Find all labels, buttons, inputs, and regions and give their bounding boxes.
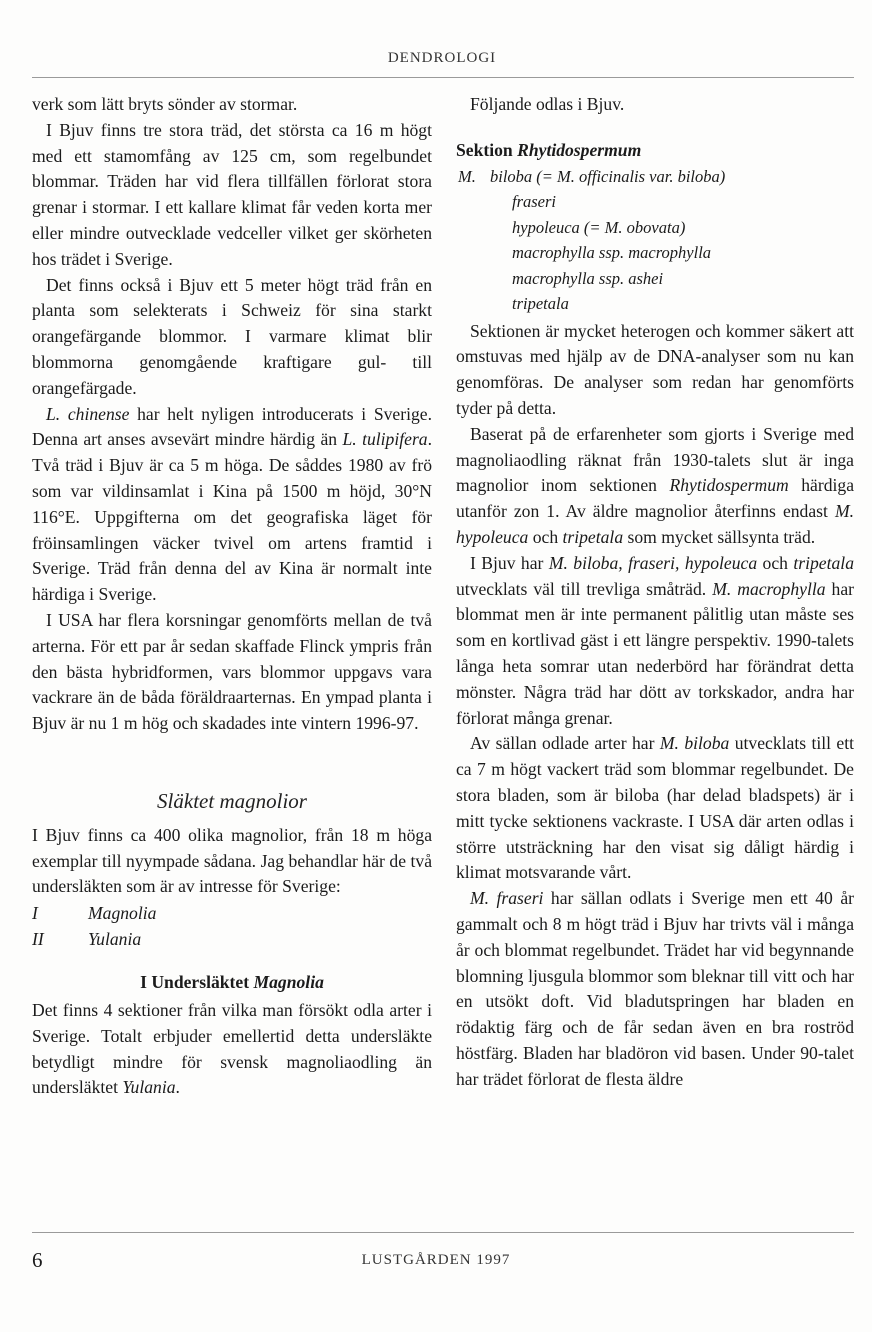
species-list: [456, 164, 854, 317]
species-name: biloba (= M. officinalis var. biloba): [490, 166, 726, 186]
subgenus-heading: [32, 970, 432, 996]
list-label: Yulania: [88, 929, 142, 950]
paragraph: [456, 886, 854, 1092]
list-item: [32, 926, 432, 952]
text-span: och: [757, 552, 794, 573]
text-span: .: [175, 1077, 180, 1098]
species-name: macrophylla ssp. macrophylla: [512, 243, 712, 263]
section-heading: Släktet magnolior: [157, 788, 307, 813]
heading-label: Sektion: [456, 139, 518, 160]
species-name: macrophylla ssp. ashei: [512, 268, 664, 288]
text-span: utvecklats väl till trevliga småträd.: [456, 578, 713, 599]
species-name: M. biloba, fraseri, hypoleuca: [548, 552, 758, 573]
list-label: Magnolia: [88, 903, 157, 924]
text-span: I Bjuv har: [470, 552, 549, 573]
text-span: har sällan odlats i Sverige men ett 40 år gammalt och 8 m högt träd i Bjuv har trivts väl i många år och blommat regelbundet. Trädet har vid begynnande blomning ljusgula blommor som bleknar till vitt och har en utsökt doft. Vid bladutspringen har bladen en rödaktig färg och de får sedan även en bra roströd höstfärg. Bladen har bladöron vid basen. Under 90-talet har trädet förlorat de flesta äldre: [456, 888, 854, 1089]
species-name: Yulania: [122, 1077, 176, 1098]
header-rule: [32, 77, 854, 78]
text-span: Av sällan odlade arter har: [470, 733, 660, 754]
section-heading: [456, 138, 854, 164]
species-name: tripetala: [562, 526, 624, 547]
species-name: M. hypoleuca: [456, 501, 854, 547]
list-number: I: [32, 903, 38, 924]
paragraph: [456, 551, 854, 732]
list-item: [456, 189, 854, 215]
list-item: [456, 164, 854, 190]
heading-label: I Undersläktet: [140, 972, 254, 993]
subgenus-list: [32, 900, 432, 952]
text-span: har blommat men är inte permanent pålitlig utan måste ses som en kortlivad gäst i ett längre perspektiv. 1990-talets långa heta somrar utan nederbörd har förändrat detta mönster. Några träd har dött av torkskador, andra har förlorat många grenar.: [456, 578, 854, 728]
text-span: . Två träd i Bjuv är ca 5 m höga. De såddes 1980 av frö som var vildinsamlat i Kina på 1500 m höjd, 30°N 116°E. Uppgifterna om det geografiska läget för fröinsamlingen väcker tvivel om artens framtid i Sverige. Träd från denna del av Kina är normalt inte härdiga i Sverige.: [32, 429, 432, 605]
species-name: tripetala: [512, 294, 569, 314]
species-name: M. macrophylla: [712, 578, 826, 599]
heading-genus: Magnolia: [253, 972, 324, 993]
species-name: fraseri: [512, 192, 557, 212]
species-name: hypoleuca (= M. obovata): [512, 217, 686, 237]
paragraph: Sektionen är mycket heterogen och kommer säkert att omstuvas med hjälp av de DNA-analyser som nu kan genomföras. De analyser som redan har genomförts tyder på detta.: [456, 320, 854, 418]
paragraph: Följande odlas i Bjuv.: [470, 94, 625, 114]
genus-abbrev: M.: [458, 166, 476, 186]
list-item: [456, 291, 854, 317]
right-column: [456, 92, 854, 1093]
paragraph: I Bjuv finns ca 400 olika magnolior, från 18 m höga exemplar till nyympade sådana. Jag behandlar här de två undersläkten som är av intresse för Sverige:: [32, 824, 432, 897]
section-name: Rhytidospermum: [669, 475, 789, 496]
species-name: L. chinense: [46, 403, 130, 424]
heading-section: Rhytidospermum: [517, 139, 642, 160]
text-span: utvecklats till ett ca 7 m högt vackert träd som blommar regelbundet. De stora bladen, som är biloba (har delad bladspets) är i mitt tycke sektionens vackraste. I USA där arten odlas i större utsträckning har den visat sig dåligt härdig i klimat motsvarande vårt.: [456, 733, 855, 883]
paragraph: [32, 402, 432, 608]
species-name: L. tulipifera: [342, 429, 428, 450]
text-span: Baserat på de erfarenheter som gjorts i Sverige med magnoliaodling räknat från 1930-talets slut är inga magnolior inom sektionen: [456, 423, 854, 496]
page-number: 6: [32, 1248, 43, 1272]
footer-rule: [32, 1232, 854, 1233]
paragraph: verk som lätt bryts sönder av stormar.: [32, 94, 298, 114]
text-span: har helt nyligen introducerats i Sverige. Denna art anses avsevärt mindre härdig än: [32, 403, 432, 450]
list-item: [456, 240, 854, 266]
text-span: som mycket sällsynta träd.: [623, 526, 816, 547]
list-item: [456, 215, 854, 241]
text-span: härdiga utanför zon 1. Av äldre magnolior återfinns endast: [456, 475, 854, 522]
text-span: och: [528, 526, 563, 547]
running-header: DENDROLOGI: [387, 50, 497, 66]
paragraph: [32, 998, 432, 1101]
species-name: tripetala: [793, 552, 854, 573]
list-number: II: [32, 929, 44, 950]
species-name: M. biloba: [659, 733, 730, 754]
left-column: [32, 92, 432, 1101]
text-span: Det finns 4 sektioner från vilka man försökt odla arter i Sverige. Totalt erbjuder emellertid detta undersläkte betydligt mindre för svensk magnoliaodling än undersläktet: [32, 999, 432, 1098]
paragraph: [456, 731, 854, 886]
paragraph: Det finns också i Bjuv ett 5 meter högt träd från en planta som selekterats i Schweiz för sina starkt orangefärgande blommor. I varmare klimat blir blommorna genomgående kraftigare gul- till orangefärgade.: [32, 274, 432, 398]
paragraph: I Bjuv finns tre stora träd, det största ca 16 m högt med ett stamomfång av 125 cm, som regelbundet blommar. Träden har vid flera tillfällen förlorat stora grenar i stormar. I ett kallare klimat får veden korta mer eller mindre outvecklade vedceller vilket ger skörheten hos trädet i Sverige.: [32, 119, 432, 269]
paragraph: I USA har flera korsningar genomförts mellan de två arterna. För ett par år sedan skaffade Flinck ympris från den bästa hybridformen, vars blommor uppgavs vara vackrare än de båda föräldraarternas. En ympad planta i Bjuv är nu 1 m hög och skadades inte vintern 1996-97.: [32, 609, 432, 734]
journal-footer: LUSTGÅRDEN 1997: [361, 1252, 511, 1268]
list-item: [456, 266, 854, 292]
paragraph: [456, 422, 854, 551]
list-item: [32, 900, 432, 926]
species-name: M. fraseri: [470, 888, 544, 909]
